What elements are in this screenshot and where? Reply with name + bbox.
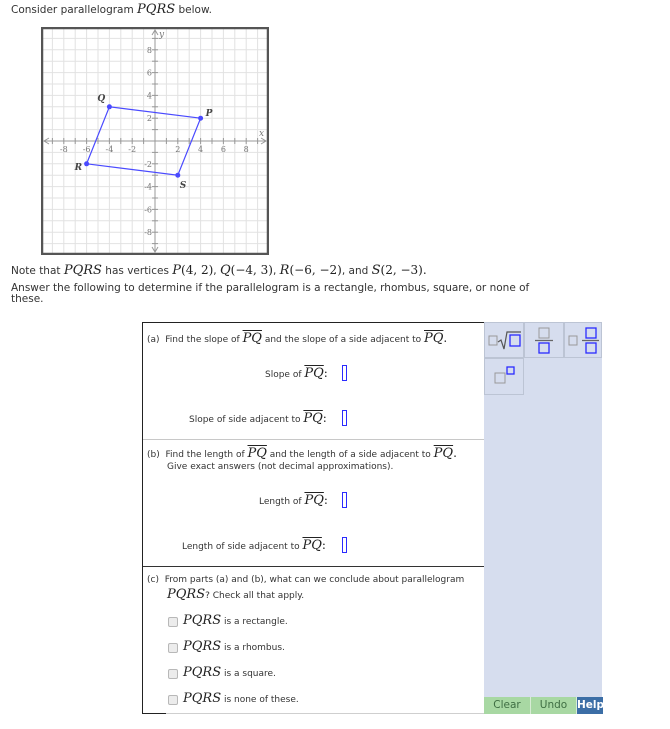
part-c-prompt-line2 — [167, 587, 304, 602]
shape-name: PQRS — [63, 263, 102, 278]
svg-text:2: 2 — [175, 145, 181, 154]
svg-text:P: P — [205, 109, 213, 120]
part-c-prompt — [147, 575, 464, 585]
mixed-number-icon — [565, 323, 601, 357]
x-axis-label: x — [259, 129, 265, 139]
colon: : — [321, 538, 326, 552]
svg-text:-8: -8 — [59, 145, 68, 154]
svg-text:-4: -4 — [144, 182, 152, 192]
label-text: Slope of side adjacent to — [189, 415, 304, 425]
segment-pq: $\overline{PQ}$ — [302, 538, 322, 553]
svg-text:8: 8 — [243, 145, 249, 154]
shape-name: PQRS — [183, 691, 222, 706]
label-text: Slope of — [265, 370, 305, 380]
segment-pq: $\overline{PQ}$ — [433, 446, 454, 461]
nth-root-icon — [485, 323, 523, 357]
colon: : — [322, 411, 327, 425]
option-text: is a square. — [221, 669, 276, 679]
option-text: is a rectangle. — [221, 617, 288, 627]
part-c-label: (c) — [147, 575, 159, 585]
option-square[interactable] — [168, 665, 276, 680]
exponent-icon — [485, 359, 523, 394]
length-pq-label — [259, 493, 328, 508]
segment-pq: $\overline{PQ}$ — [424, 331, 444, 346]
svg-text:4: 4 — [146, 91, 152, 101]
segment-pq: $\overline{PQ}$ — [303, 411, 323, 426]
slope-pq-label — [265, 366, 328, 381]
label-text: Length of side adjacent to — [182, 542, 303, 552]
vertex-s-coords: (2, −3) — [380, 263, 423, 277]
part-b-prompt — [147, 446, 457, 461]
prompt-text: and the length of a side adjacent to — [266, 450, 434, 460]
nth-root-button[interactable] — [484, 322, 524, 358]
undo-button[interactable]: Undo — [531, 697, 577, 714]
checkbox-rectangle[interactable] — [168, 617, 178, 627]
part-divider-a — [143, 439, 484, 440]
prompt-period: . — [453, 446, 457, 460]
clear-button[interactable]: Clear — [484, 697, 531, 714]
math-palette — [484, 322, 602, 697]
shape-name: PQRS — [183, 639, 222, 654]
svg-text:4: 4 — [198, 145, 204, 154]
intro-prefix: Consider parallelogram — [11, 4, 138, 16]
note-text: , and — [341, 265, 372, 277]
slope-adjacent-input[interactable] — [342, 410, 347, 426]
segment-pq: $\overline{PQ}$ — [242, 331, 262, 346]
coordinate-graph — [41, 27, 269, 255]
shape-name: PQRS — [167, 587, 206, 602]
note-text: has vertices — [101, 265, 173, 277]
y-axis-label: y — [159, 30, 165, 40]
shape-name: PQRS — [183, 613, 222, 628]
segment-pq: $\overline{PQ}$ — [247, 446, 267, 461]
help-button[interactable]: Help — [577, 697, 603, 714]
length-adjacent-label — [182, 538, 326, 553]
fraction-icon — [525, 323, 563, 357]
vertex-q-coords: (−4, 3) — [230, 263, 273, 277]
option-text: is a rhombus. — [221, 643, 285, 653]
label-text: Length of — [259, 497, 305, 507]
svg-text:6: 6 — [220, 145, 226, 154]
svg-text:-2: -2 — [128, 145, 137, 154]
option-text: is none of these. — [221, 695, 299, 705]
box-bottom-border — [142, 713, 166, 714]
vertex-q: Q — [219, 263, 231, 278]
part-b-label: (b) — [147, 450, 160, 460]
checkbox-none[interactable] — [168, 695, 178, 705]
slope-pq-input[interactable] — [342, 365, 347, 381]
segment-pq: $\overline{PQ}$ — [304, 493, 324, 508]
mixed-number-button[interactable] — [564, 322, 602, 358]
note-text: Note that — [11, 265, 64, 277]
svg-text:-2: -2 — [144, 159, 152, 169]
svg-text:6: 6 — [146, 68, 152, 78]
prompt-text: ? Check all that apply. — [205, 591, 305, 601]
prompt-text: and the slope of a side adjacent to — [261, 335, 424, 345]
svg-text:-8: -8 — [144, 228, 152, 238]
vertices-note: Note that PQRS has vertices P(4, 2), Q(−4, 3), R(−6, −2), and S(2, −3). — [11, 263, 427, 278]
length-pq-input[interactable] — [342, 492, 347, 508]
length-adjacent-input[interactable] — [342, 537, 347, 553]
shape-name: PQRS — [183, 665, 222, 680]
colon: : — [323, 493, 328, 507]
svg-text:R: R — [74, 162, 83, 173]
svg-text:S: S — [179, 181, 187, 192]
vertex-r: R — [279, 263, 290, 278]
option-none[interactable] — [168, 691, 299, 706]
svg-text:-6: -6 — [144, 205, 152, 215]
exponent-button[interactable] — [484, 358, 524, 395]
shape-name: PQRS — [137, 2, 176, 17]
intro-text — [11, 2, 212, 17]
prompt-text: Find the slope of — [165, 335, 243, 345]
part-a-label: (a) — [147, 335, 160, 345]
part-divider-b — [143, 566, 484, 567]
vertex-r-coords: (−6, −2) — [289, 263, 342, 277]
option-rectangle[interactable] — [168, 613, 288, 628]
svg-text:-4: -4 — [105, 145, 114, 154]
checkbox-square[interactable] — [168, 669, 178, 679]
prompt-text: From parts (a) and (b), what can we conclude about parallelogram — [164, 575, 465, 585]
vertex-p: P — [172, 263, 182, 278]
prompt-period: . — [443, 331, 448, 345]
note-period: . — [422, 263, 427, 277]
box-bottom-border-light — [166, 713, 484, 714]
svg-text:-6: -6 — [82, 145, 91, 154]
segment-pq: $\overline{PQ}$ — [304, 366, 324, 381]
vertex-s: S — [371, 263, 381, 278]
slope-adjacent-label — [189, 411, 327, 426]
option-rhombus[interactable] — [168, 639, 285, 654]
part-b-note: Give exact answers (not decimal approximations). — [167, 462, 394, 472]
checkbox-rhombus[interactable] — [168, 643, 178, 653]
intro-suffix: below. — [175, 4, 212, 16]
instructions-text: Answer the following to determine if the parallelogram is a rectangle, rhombus, square, or none of these. — [11, 282, 530, 305]
prompt-text: Find the length of — [165, 450, 248, 460]
svg-text:2: 2 — [146, 114, 152, 124]
colon: : — [323, 366, 328, 380]
svg-text:Q: Q — [97, 93, 106, 104]
part-a-prompt — [147, 331, 447, 346]
vertex-p-coords: (4, 2) — [181, 263, 214, 277]
fraction-button[interactable] — [524, 322, 564, 358]
svg-text:8: 8 — [146, 45, 152, 55]
